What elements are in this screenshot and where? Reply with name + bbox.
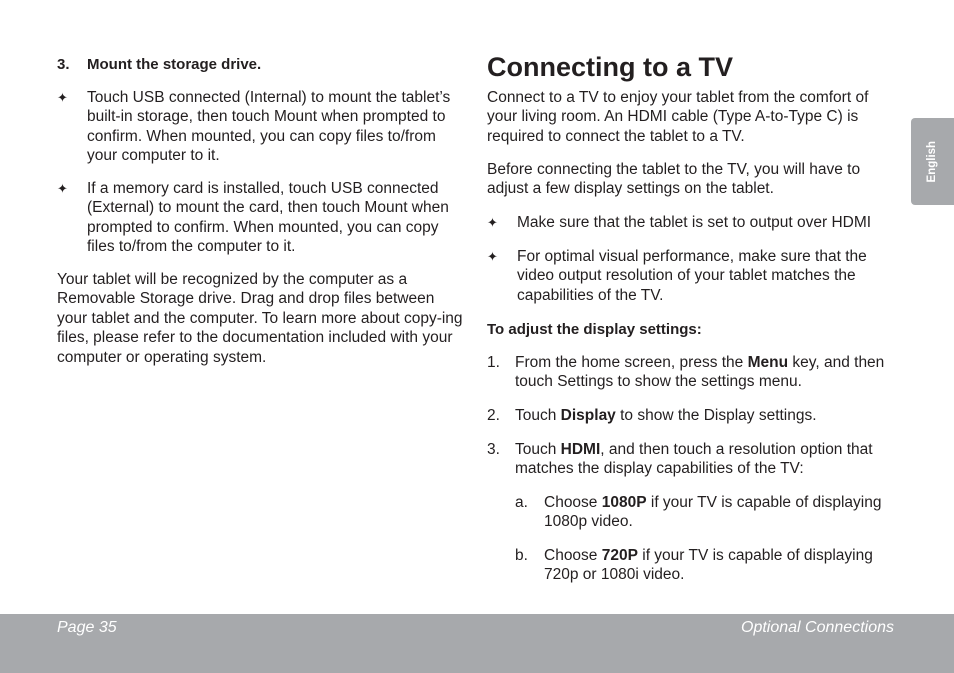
page-number: Page 35 [57, 619, 117, 636]
sub-step-text: Choose 1080P if your TV is capable of displaying 1080p video. [544, 494, 882, 531]
step-text: From the home screen, press the Menu key, and then touch Settings to show the settings menu. [515, 354, 885, 391]
footer-bar [0, 614, 954, 673]
bullet-text: For optimal visual performance, make sure that the video output resolution of your tablet matches the capabilities of the TV. [517, 248, 867, 304]
bullet-text: Make sure that the tablet is set to output over HDMI [517, 214, 872, 231]
step-number: 3. [57, 56, 70, 73]
section-name: Optional Connections [741, 619, 894, 636]
step-text: Touch HDMI, and then touch a resolution option that matches the display capabilities of the TV: [515, 441, 873, 478]
step-num: 3. [487, 441, 500, 458]
sub-step [515, 546, 899, 585]
intro-paragraph: Connect to a TV to enjoy your tablet from the comfort of your living room. An HDMI cable (Type A-to-Type C) is required to connect the tablet to a TV. [487, 89, 869, 145]
bullet-star-icon: ✦ [487, 215, 498, 230]
numbered-step [487, 406, 899, 425]
step-heading [57, 55, 261, 74]
bullet-item [487, 213, 899, 232]
bullet-item [57, 88, 469, 166]
page-title: Connecting to a TV [487, 52, 733, 82]
language-label: English [925, 140, 938, 183]
step-num: 1. [487, 354, 500, 371]
bullet-star-icon: ✦ [57, 181, 68, 196]
sub-step-letter: b. [515, 547, 528, 564]
subheading: To adjust the display settings: [487, 321, 702, 338]
sub-step-text: Choose 720P if your TV is capable of displaying 720p or 1080i video. [544, 547, 873, 584]
step-text: Touch Display to show the Display settings. [515, 407, 817, 424]
bullet-item [487, 247, 899, 305]
step-title: Mount the storage drive. [87, 56, 262, 73]
bullet-text: If a memory card is installed, touch USB connected (External) to mount the card, then touch Mount when prompted to confirm. When mounted, you can copy files to/from the computer to it. [87, 180, 449, 256]
sub-step-letter: a. [515, 494, 528, 511]
bullet-star-icon: ✦ [487, 249, 498, 264]
before-paragraph: Before connecting the tablet to the TV, you will have to adjust a few display settings on the tablet. [487, 161, 861, 198]
step-num: 2. [487, 407, 500, 424]
numbered-step [487, 353, 899, 392]
numbered-step [487, 440, 899, 479]
bullet-text: Touch USB connected (Internal) to mount the tablet’s built-in storage, then touch Mount when prompted to confirm. When mounted, you can copy files to/from your computer to it. [87, 89, 451, 165]
language-tab [911, 118, 954, 205]
sub-step [515, 493, 899, 532]
bullet-item [57, 179, 469, 257]
recognition-paragraph: Your tablet will be recognized by the computer as a Removable Storage drive. Drag and drop files between your tablet and the computer. To learn more about copy-ing files, please refer to the documentation included with your computer or operating system. [57, 271, 463, 366]
bullet-star-icon: ✦ [57, 90, 68, 105]
